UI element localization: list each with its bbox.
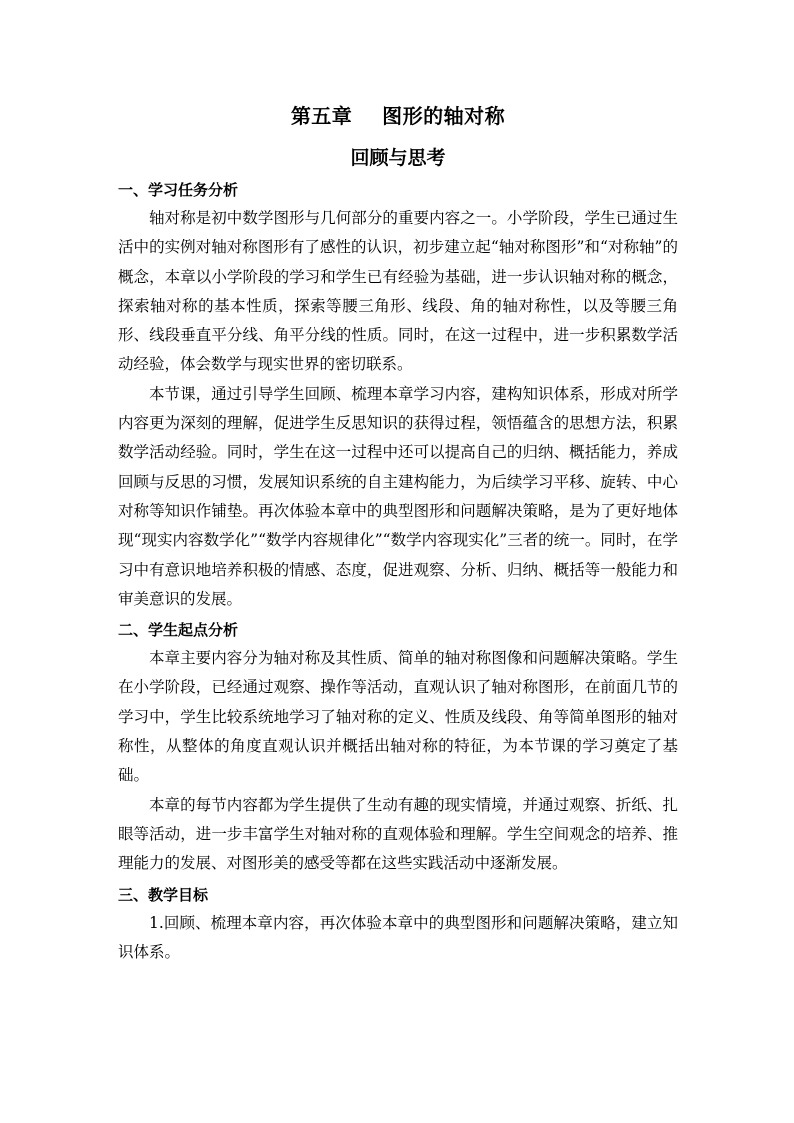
section-heading: 一、学习任务分析: [118, 181, 239, 199]
section-paragraph: 本章主要内容分为轴对称及其性质、简单的轴对称图像和问题解决策略。学生在小学阶段，已经通过观察、操作等活动，直观认识了轴对称图形，在前面几节的学习中，学生比较系统地学习了轴对称的定义、性质及线段、角等简单图形的轴对称性，从整体的角度直观认识并概括出轴对称的特征，为本节课的学习奠定了基础。: [118, 649, 678, 785]
section-paragraph: 本章的每节内容都为学生提供了生动有趣的现实情境，并通过观察、折纸、扎眼等活动，进一步丰富学生对轴对称的直观体验和理解。学生空间观念的培养、推理能力的发展、对图形美的感受等都在这些实践活动中逐渐发展。: [118, 795, 678, 873]
section-teaching-goals: [118, 881, 678, 968]
document-page: [118, 100, 678, 967]
section-heading: 二、学生起点分析: [118, 621, 239, 640]
document-title: 第五章 图形的轴对称: [290, 104, 506, 128]
section-paragraph: 轴对称是初中数学图形与几何部分的重要内容之一。小学阶段，学生已通过生活中的实例对轴对称图形有了感性的认识，初步建立起“轴对称图形”和“对称轴”的概念，本章以小学阶段的学习和学生已有经验为基础，进一步认识轴对称的概念，探索轴对称的基本性质，探索等腰三角形、线段、角的轴对称性，以及等腰三角形、线段垂直平分线、角平分线的性质。同时，在这一过程中，进一步积累数学活动经验，体会数学与现实世界的密切联系。: [118, 209, 678, 374]
section-heading: 三、教学目标: [118, 885, 209, 904]
document-subtitle: 回顾与思考: [350, 147, 446, 169]
section-task-analysis: [118, 176, 678, 614]
section-paragraph: 1.回顾、梳理本章内容，再次体验本章中的典型图形和问题解决策略，建立知识体系。: [118, 913, 678, 961]
section-student-starting-point: [118, 616, 678, 878]
section-paragraph: 本节课，通过引导学生回顾、梳理本章学习内容，建构知识体系，形成对所学内容更为深刻的理解，促进学生反思知识的获得过程，领悟蕴含的思想方法，积累数学活动经验。同时，学生在这一过程中还可以提高自己的归纳、概括能力，养成回顾与反思的习惯，发展知识系统的自主建构能力，为后续学习平移、旋转、中心对称等知识作铺垫。再次体验本章中的典型图形和问题解决策略，是为了更好地体现“现实内容数学化”“数学内容规律化”“数学内容现实化”三者的统一。同时，在学习中有意识地培养积极的情感、态度，促进观察、分析、归纳、概括等一般能力和审美意识的发展。: [118, 384, 678, 608]
